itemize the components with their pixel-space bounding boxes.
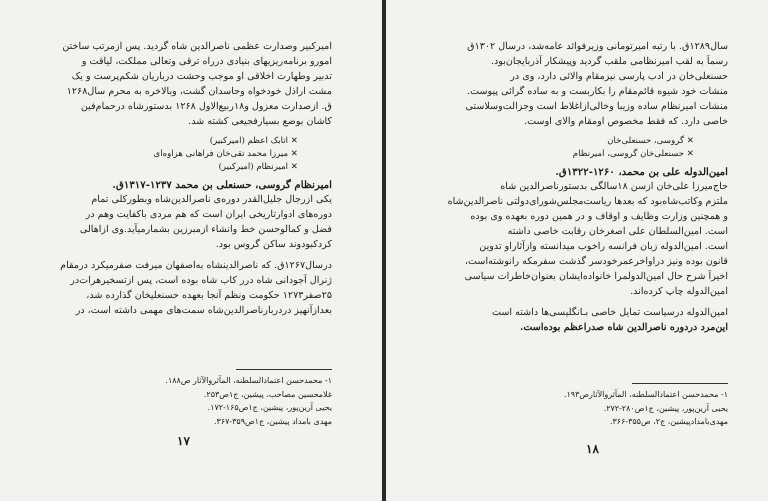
see-also-entry: ✕ امیرنظام (امیرکبیر) (218, 162, 298, 173)
page-number: ۱۸ (586, 442, 599, 456)
footnote: یحیی آرین‌پور، پیشین، ج۱ص۱۶۵-۱۷۲. (207, 403, 332, 412)
body-line: کاشان بوضع بسیارفجیعی کشته شد. (188, 115, 332, 127)
footnote: غلامحسین مصاحب، پیشین، ج۱ص۲۵۳. (203, 389, 332, 399)
left-body (46, 40, 332, 319)
see-also-entry: ✕ اتابک اعظم (امیرکبیر) (209, 136, 298, 147)
right-body (438, 40, 728, 335)
body-line: تدبیر وطهارت اخلاقی او موجب وحشت درباریان شکم‌پرست و یک (71, 70, 332, 82)
body-line: فضل و کمالوحسن خط وانشاء ازمبرزین بشمارمیآید.وی ازاهالی (79, 224, 332, 236)
footnote: مهدی‌بامدادپیشین، ج۲، ص۳۵۵-۳۶۶. (609, 417, 728, 426)
body-line: است. امین‌السلطان علی اصغرخان رقابت خاصی داشته (507, 226, 728, 238)
footnote: مهدی بامداد پیشین، ج۱ص۳۵۹-۳۶۷. (213, 416, 332, 426)
entry-heading: امیرنظام گروسی، حسنعلی بن محمد ۱۲۳۷-۱۳۱۷ق. (112, 179, 332, 192)
body-line: ژنرال آجودانی شاه درر کاب شاه بوده است، پس ازتسخیرهرات‌در (70, 274, 332, 286)
body-line: قانون بوده ونیز دراواخرعمرخودسر گذشت سفرمکه رانوشته‌است، (464, 255, 728, 267)
body-line: ق. ازصدارت معزول و۱۸ربیع‌الاول ۱۲۶۸ بدستورشاه درحمام‌فین (80, 100, 332, 112)
body-line: امورو برنامه‌ریزیهای بنیادی درراه ترقی وتعالی مملکت، لیاقت و (81, 55, 332, 67)
body-line: کردکبودوند ساکن گروس بود. (215, 239, 332, 251)
body-line: حسنعلی‌خان در ادب پارسی نیزمقام والائی دارد، وی در (510, 70, 728, 82)
body-line: خاصی دارد. که فقط مخصوص اومقام والای اوست. (524, 115, 728, 127)
body-line: و همچنین وزارت وظایف و اوقاف و در همین دوره بعهده وی بوده (470, 211, 728, 223)
right-page (386, 0, 768, 501)
body-line: امیرکبیر وصدارت عظمی ناصرالدین شاه گردید. پس ازمرتب ساختن (62, 41, 332, 52)
see-also-entry: ✕ حسنعلی‌خان گروسی، امیرنظام (572, 149, 694, 160)
right-footnotes (438, 383, 728, 429)
footnote: ۱- محمدحسن اعتمادالسلطنه، المآثروالآثارص۱۹۳. (563, 390, 728, 399)
see-also-entry: ✕ میرزا محمد تقی‌خان فراهانی هزاوه‌ای (153, 149, 298, 160)
body-line: ملتزم وکاتب‌شاه‌بود که بعدها ریاست‌مجلس‌شورای‌دولتی ناصرالدین‌شاه (447, 196, 728, 208)
body-line: است. امین‌الدوله زبان فرانسه راخوب میدانسته وازآثاراو تدوین (479, 240, 728, 252)
body-line: درسال۱۲۶۷ق. که ناصرالدینشاه به‌اصفهان میرفت صفرمیکرد درمقام (60, 259, 332, 271)
body-line: رسماً به لقب امیرنظامی ملقب گردید وپیشکار آذربایجان‌بود. (490, 55, 728, 67)
body-line: یکی ازرجال جلیل‌القدر دوره‌ی ناصرالدین‌شاه وبطورکلی تمام (91, 194, 332, 206)
footnote-rule (632, 383, 728, 384)
left-page (0, 0, 382, 501)
body-line: امین‌الدوله چاپ کرده‌اند. (630, 285, 728, 297)
footnote-rule (236, 369, 332, 370)
body-line: حاج‌میرزا علی‌خان ازسن ۱۸سالگی بدستورناصرالدین شاه (500, 181, 728, 193)
footnote: ۱- محمدحسن اعتمادالسلطنه، المآثروالآثار ص۱۸۸. (165, 376, 332, 385)
body-line: ۲۵صفر۱۲۷۳ حکومت ونظم آنجا بعهده حسنعلیخان گذارده شد، (86, 289, 332, 301)
body-line: منشات امیرنظام ساده وزیبا وخالی‌ازاغلاط است وجزالت‌وسلاستی (465, 100, 728, 112)
left-footnotes (46, 369, 332, 428)
page-number: ۱۷ (177, 434, 190, 448)
body-line: سال۱۲۸۹ق. با رتبه امیرتومانی وزیرفوائد عامه‌شد، درسال ۱۳۰۲ق (467, 41, 728, 52)
body-line: بعدازآنهیز دردربارناصرالدین‌شاه سمت‌های مهمی داشته است، در (75, 304, 332, 316)
body-line: دوره‌های ادوارتاریخی ایران است که هم مردی باکفایت وهم در (85, 209, 332, 221)
body-line: این‌مرد دردوره ناصرالدین شاه صدراعظم بوده‌است. (520, 321, 728, 333)
footnote: یحیی آرین‌پور، پیشین، ج۱ص۲۸۰-۲۷۲. (603, 403, 728, 413)
body-line: مشت اراذل خودخواه وحاسدان گشت، وبالاخره به محرم سال۱۲۶۸ (66, 85, 332, 97)
body-line: منشات خود شیوه قائم‌مقام را بکاربست و به ساده گرائی پیوست. (467, 85, 728, 97)
see-also-entry: ✕ گروسی، حسنعلی‌خان (607, 136, 694, 147)
body-line: اخیراً شرح حال امین‌الدولمرا خانواده‌ایشان بعنوان‌خاطرات سیاسی (464, 270, 728, 282)
body-line: امین‌الدوله درسیاست تمایل خاصی بـانگلیسی‌ها داشته است (491, 306, 728, 318)
entry-heading: امین‌الدوله علی بن محمد، ۱۲۶۰-۱۳۲۲ق. (555, 166, 728, 179)
